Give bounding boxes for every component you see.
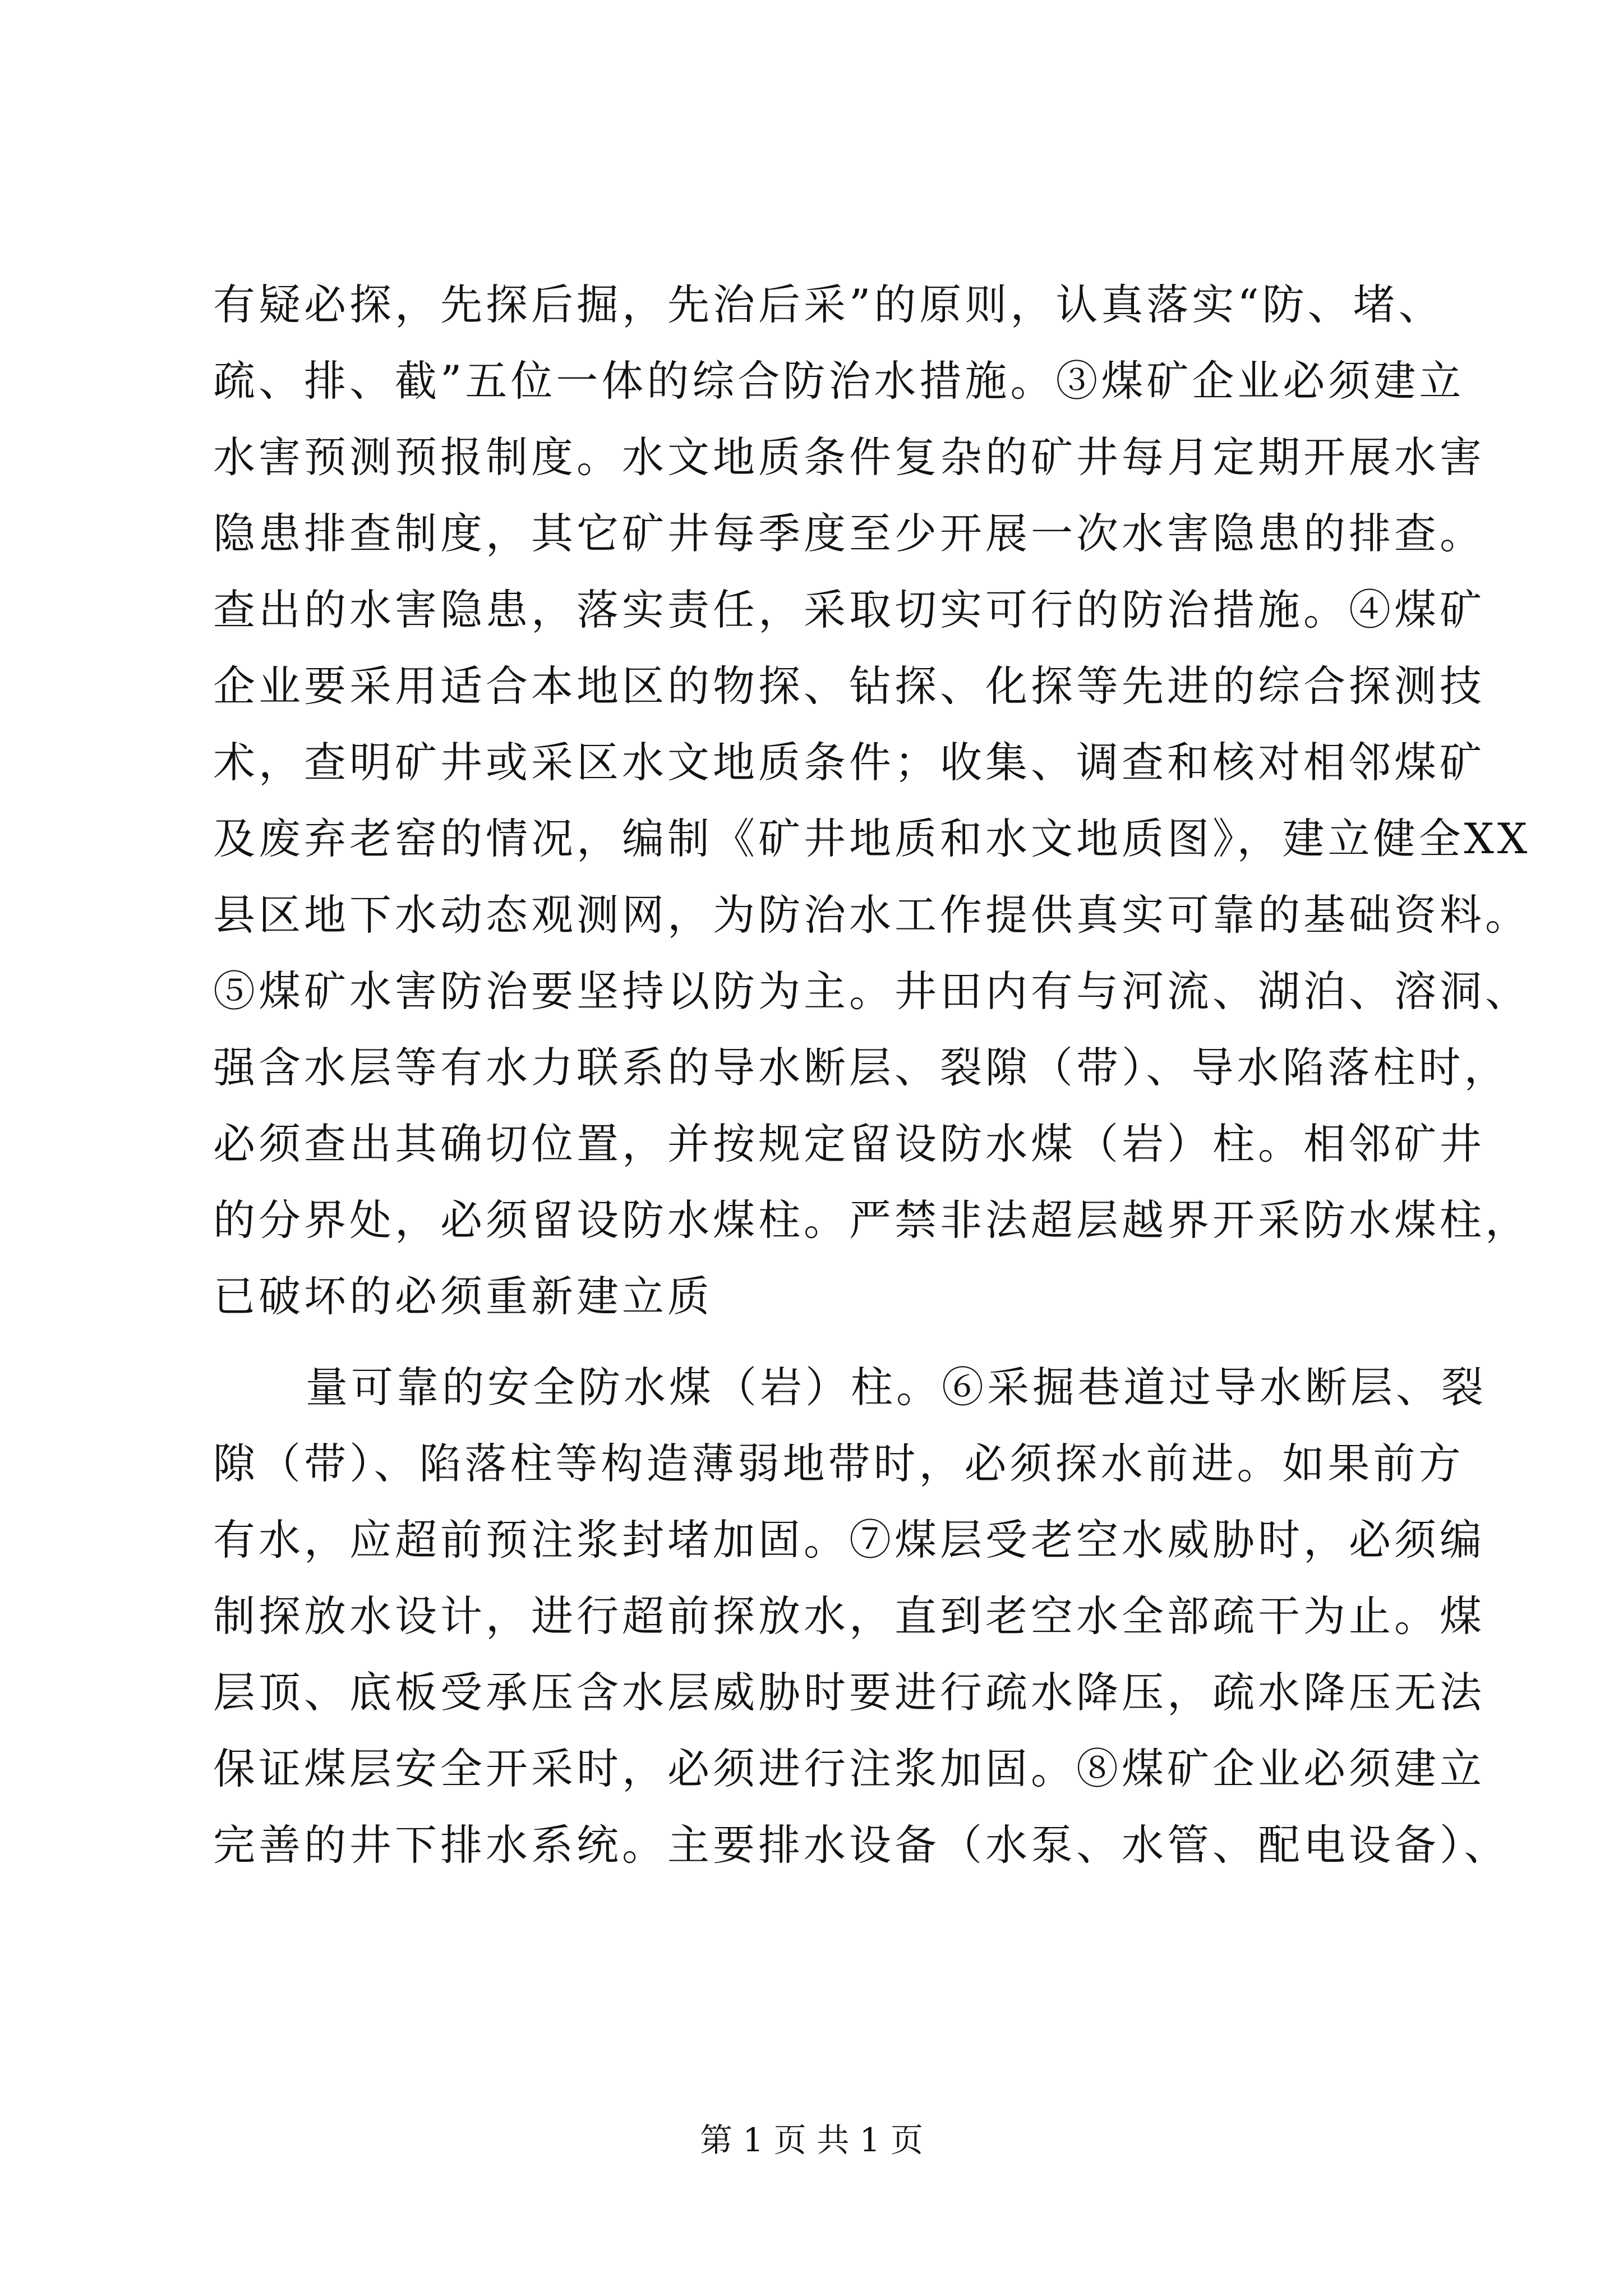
text-line: 的分界处，必须留设防水煤柱。严禁非法超层越界开采防水煤柱， xyxy=(213,1195,1531,1245)
text-line: 强含水层等有水力联系的导水断层、裂隙（带）、导水陷落柱时， xyxy=(213,1043,1510,1092)
text-line: 县区地下水动态观测网，为防治水工作提供真实可靠的基础资料。 xyxy=(213,890,1531,940)
text-line: ⑤煤矿水害防治要坚持以防为主。井田内有与河流、湖泊、溶洞、 xyxy=(213,967,1531,1016)
body-text xyxy=(213,266,1531,1883)
text-line: 疏、排、截”五位一体的综合防治水措施。③煤矿企业必须建立 xyxy=(213,356,1465,406)
text-line: 必须查出其确切位置，并按规定留设防水煤（岩）柱。相邻矿井 xyxy=(213,1119,1486,1168)
text-line: 查出的水害隐患，落实责任，采取切实可行的防治措施。④煤矿 xyxy=(213,585,1486,634)
text-line: 企业要采用适合本地区的物探、钻探、化探等先进的综合探测技 xyxy=(213,661,1486,711)
text-line: 保证煤层安全开采时，必须进行注浆加固。⑧煤矿企业必须建立 xyxy=(213,1744,1486,1793)
text-line: 隐患排查制度，其它矿井每季度至少开展一次水害隐患的排查。 xyxy=(213,509,1486,558)
text-line: 隙（带）、陷落柱等构造薄弱地带时，必须探水前进。如果前方 xyxy=(213,1439,1464,1488)
paragraph-gap xyxy=(213,1335,1413,1349)
text-line: 术，查明矿井或采区水文地质条件；收集、调查和核对相邻煤矿 xyxy=(213,738,1486,787)
page-number: 第 1 页 共 1 页 xyxy=(700,2121,923,2159)
text-line: 水害预测预报制度。水文地质条件复杂的矿井每月定期开展水害 xyxy=(213,432,1486,482)
text-line: 完善的井下排水系统。主要排水设备（水泵、水管、配电设备）、 xyxy=(213,1820,1510,1870)
text-line: 有疑必探，先探后掘，先治后采”的原则，认真落实“防、堵、 xyxy=(213,280,1444,329)
text-line: 层顶、底板受承压含水层威胁时要进行疏水降压，疏水降压无法 xyxy=(213,1668,1486,1717)
page-footer xyxy=(0,2118,1623,2162)
text-line: 已破坏的必须重新建立质 xyxy=(213,1272,713,1321)
text-line: 制探放水设计，进行超前探放水，直到老空水全部疏干为止。煤 xyxy=(213,1591,1486,1641)
text-line: 有水，应超前预注浆封堵加固。⑦煤层受老空水威胁时，必须编 xyxy=(213,1515,1486,1565)
text-line: 及废弃老窑的情况，编制《矿井地质和水文地质图》，建立健全XX xyxy=(213,814,1531,863)
text-line: 量可靠的安全防水煤（岩）柱。⑥采掘巷道过导水断层、裂 xyxy=(306,1363,1487,1412)
